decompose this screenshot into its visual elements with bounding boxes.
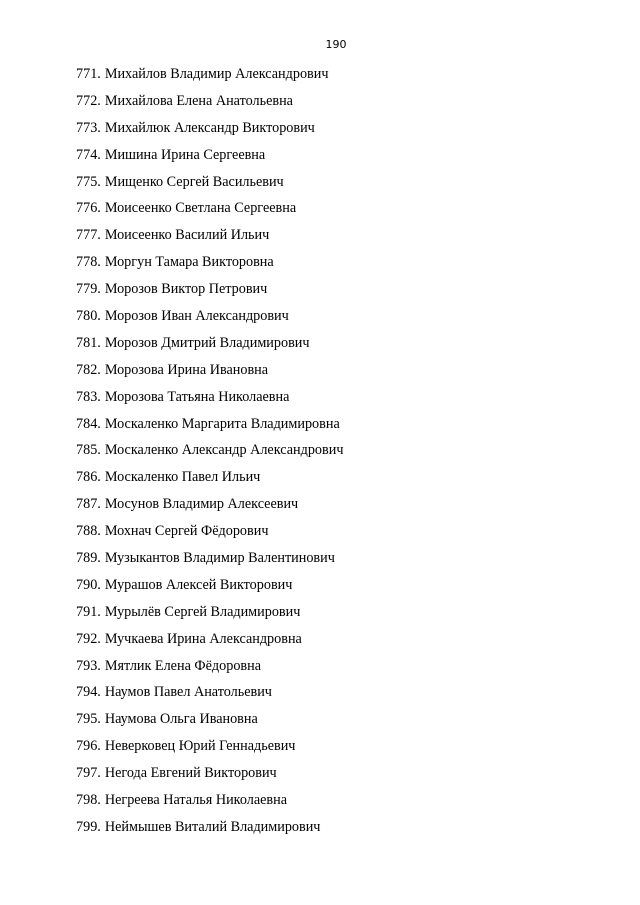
entry-number: 772. bbox=[76, 92, 101, 109]
entry-name: Мурылёв Сергей Владимирович bbox=[104, 603, 301, 620]
entry-number: 776. bbox=[76, 200, 101, 217]
entry-number: 793. bbox=[76, 657, 101, 674]
list-item bbox=[76, 684, 343, 711]
entry-number: 782. bbox=[76, 361, 101, 378]
entry-number: 783. bbox=[76, 388, 101, 405]
entry-number: 797. bbox=[76, 765, 101, 782]
name-list bbox=[76, 66, 343, 846]
entry-name: Моисеенко Василий Ильич bbox=[104, 227, 270, 244]
entry-number: 777. bbox=[76, 227, 101, 244]
entry-name: Мурашов Алексей Викторович bbox=[104, 576, 293, 593]
entry-number: 771. bbox=[76, 66, 101, 82]
entry-name: Мосунов Владимир Алексеевич bbox=[104, 496, 299, 513]
list-item bbox=[76, 66, 343, 93]
list-item bbox=[76, 550, 343, 577]
list-item bbox=[76, 819, 343, 846]
list-item bbox=[76, 389, 343, 416]
list-item bbox=[76, 93, 343, 120]
entry-name: Москаленко Маргарита Владимировна bbox=[104, 415, 340, 432]
entry-number: 784. bbox=[76, 415, 101, 432]
list-item bbox=[76, 496, 343, 523]
list-item bbox=[76, 120, 343, 147]
list-item bbox=[76, 174, 343, 201]
list-item bbox=[76, 631, 343, 658]
entry-name: Морозов Иван Александрович bbox=[104, 308, 289, 325]
entry-number: 780. bbox=[76, 308, 101, 325]
entry-number: 798. bbox=[76, 792, 101, 809]
list-item bbox=[76, 281, 343, 308]
entry-number: 781. bbox=[76, 334, 101, 351]
list-item bbox=[76, 335, 343, 362]
list-item bbox=[76, 792, 343, 819]
entry-number: 775. bbox=[76, 173, 101, 190]
entry-number: 789. bbox=[76, 550, 101, 567]
entry-name: Наумов Павел Анатольевич bbox=[104, 684, 272, 701]
entry-name: Неверковец Юрий Геннадьевич bbox=[104, 738, 296, 755]
entry-number: 787. bbox=[76, 496, 101, 513]
entry-number: 788. bbox=[76, 523, 101, 540]
entry-number: 799. bbox=[76, 818, 101, 835]
entry-number: 791. bbox=[76, 603, 101, 620]
entry-name: Моргун Тамара Викторовна bbox=[104, 254, 274, 271]
entry-name: Наумова Ольга Ивановна bbox=[104, 711, 258, 728]
list-item bbox=[76, 523, 343, 550]
entry-name: Морозов Дмитрий Владимирович bbox=[104, 334, 310, 351]
entry-name: Музыкантов Владимир Валентинович bbox=[104, 550, 335, 567]
list-item bbox=[76, 765, 343, 792]
entry-number: 796. bbox=[76, 738, 101, 755]
list-item bbox=[76, 254, 343, 281]
entry-number: 786. bbox=[76, 469, 101, 486]
list-item bbox=[76, 604, 343, 631]
entry-name: Мищенко Сергей Васильевич bbox=[104, 173, 284, 190]
entry-number: 790. bbox=[76, 576, 101, 593]
list-item bbox=[76, 711, 343, 738]
entry-name: Михайлова Елена Анатольевна bbox=[104, 92, 293, 109]
entry-name: Москаленко Павел Ильич bbox=[104, 469, 261, 486]
entry-name: Морозова Ирина Ивановна bbox=[104, 361, 269, 378]
list-item bbox=[76, 227, 343, 254]
entry-name: Москаленко Александр Александрович bbox=[104, 442, 344, 459]
list-item bbox=[76, 658, 343, 685]
list-item bbox=[76, 416, 343, 443]
list-item bbox=[76, 362, 343, 389]
entry-name: Мятлик Елена Фёдоровна bbox=[104, 657, 262, 674]
list-item bbox=[76, 200, 343, 227]
list-item bbox=[76, 442, 343, 469]
entry-name: Михайлюк Александр Викторович bbox=[104, 119, 315, 136]
entry-name: Морозов Виктор Петрович bbox=[104, 281, 268, 298]
list-item bbox=[76, 738, 343, 765]
entry-name: Негода Евгений Викторович bbox=[104, 765, 277, 782]
list-item bbox=[76, 469, 343, 496]
page-number: 190 bbox=[325, 38, 347, 51]
entry-name: Мишина Ирина Сергеевна bbox=[104, 146, 266, 163]
entry-number: 778. bbox=[76, 254, 101, 271]
entry-number: 779. bbox=[76, 281, 101, 298]
entry-name: Моисеенко Светлана Сергеевна bbox=[104, 200, 297, 217]
entry-name: Михайлов Владимир Александрович bbox=[104, 66, 329, 82]
entry-number: 792. bbox=[76, 630, 101, 647]
entry-number: 794. bbox=[76, 684, 101, 701]
entry-name: Негреева Наталья Николаевна bbox=[104, 792, 288, 809]
entry-name: Мучкаева Ирина Александровна bbox=[104, 630, 302, 647]
entry-number: 774. bbox=[76, 146, 101, 163]
list-item bbox=[76, 308, 343, 335]
entry-number: 773. bbox=[76, 119, 101, 136]
entry-number: 785. bbox=[76, 442, 101, 459]
list-item bbox=[76, 147, 343, 174]
entry-number: 795. bbox=[76, 711, 101, 728]
entry-name: Мохнач Сергей Фёдорович bbox=[104, 523, 269, 540]
entry-name: Неймышев Виталий Владимирович bbox=[104, 818, 321, 835]
list-item bbox=[76, 577, 343, 604]
entry-name: Морозова Татьяна Николаевна bbox=[104, 388, 290, 405]
